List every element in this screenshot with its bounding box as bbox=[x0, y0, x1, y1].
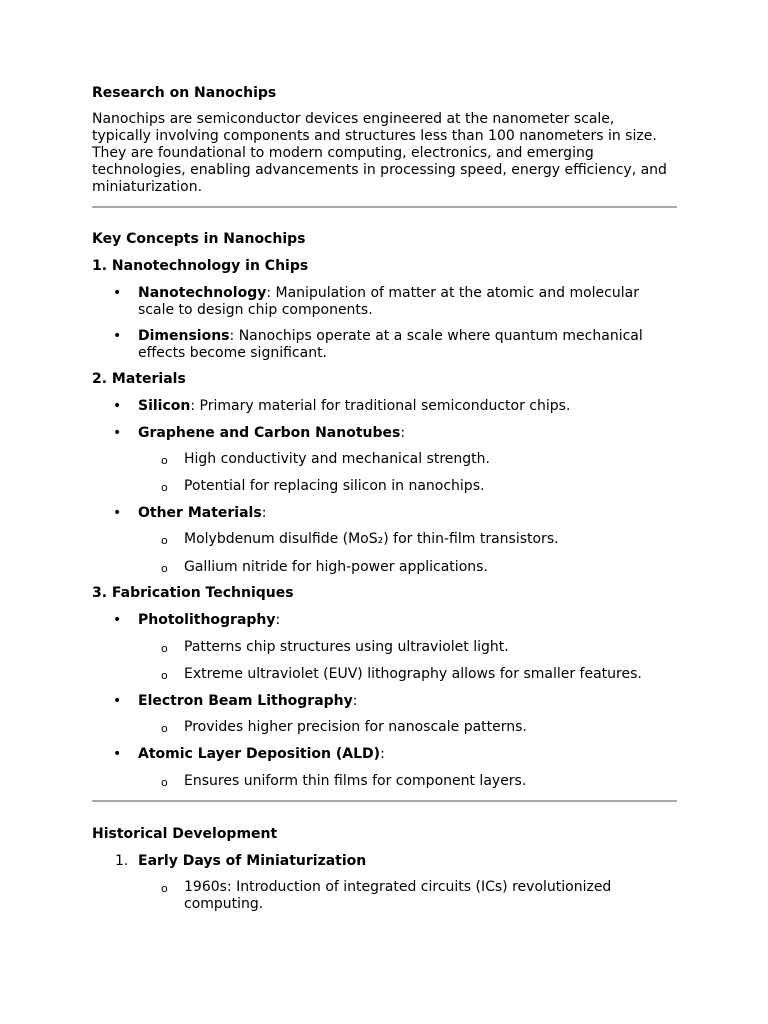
circle-bullet-icon: o bbox=[161, 454, 168, 467]
sub-list-item: Patterns chip structures using ultraviolet light. bbox=[184, 639, 509, 655]
circle-bullet-icon: o bbox=[161, 534, 168, 547]
term: Other Materials bbox=[138, 505, 262, 521]
list-item: Early Days of Miniaturization bbox=[138, 853, 367, 869]
sub-list-item: Potential for replacing silicon in nanochips. bbox=[184, 478, 485, 494]
description: : bbox=[352, 693, 358, 709]
bullet-icon: • bbox=[113, 425, 122, 441]
sub-list-item: 1960s: Introduction of integrated circuits (ICs) revolutionized computing. bbox=[184, 879, 612, 912]
sub-list-item: Gallium nitride for high-power applications. bbox=[184, 559, 488, 575]
subsection-heading-materials: 2. Materials bbox=[92, 371, 186, 387]
bullet-icon: • bbox=[113, 505, 122, 521]
term: Electron Beam Lithography bbox=[138, 693, 353, 709]
sub-list-item: High conductivity and mechanical strength. bbox=[184, 451, 490, 467]
list-item bbox=[138, 612, 677, 629]
bullet-icon: • bbox=[113, 612, 122, 628]
description: : Nanochips operate at a scale where quantum mechanical effects become significant. bbox=[138, 328, 643, 361]
circle-bullet-icon: o bbox=[161, 776, 168, 789]
page-title: Research on Nanochips bbox=[92, 85, 277, 101]
circle-bullet-icon: o bbox=[161, 642, 168, 655]
description: : bbox=[400, 425, 406, 441]
term: Dimensions bbox=[138, 328, 230, 344]
bullet-icon: • bbox=[113, 328, 122, 344]
subsection-heading-fabrication: 3. Fabrication Techniques bbox=[92, 585, 294, 601]
sub-list-item: Provides higher precision for nanoscale patterns. bbox=[184, 719, 527, 735]
section-heading-key-concepts: Key Concepts in Nanochips bbox=[92, 231, 306, 247]
list-item bbox=[138, 398, 677, 415]
list-item bbox=[138, 693, 677, 710]
bullet-icon: • bbox=[113, 398, 122, 414]
list-item bbox=[138, 746, 677, 763]
term: Silicon bbox=[138, 398, 191, 414]
list-item bbox=[138, 425, 677, 442]
subsection-heading-nanotech: 1. Nanotechnology in Chips bbox=[92, 258, 309, 274]
circle-bullet-icon: o bbox=[161, 722, 168, 735]
sub-list-item: Extreme ultraviolet (EUV) lithography allows for smaller features. bbox=[184, 666, 642, 682]
bullet-icon: • bbox=[113, 285, 122, 301]
list-number: 1. bbox=[115, 853, 129, 869]
description: : bbox=[275, 612, 281, 628]
horizontal-rule bbox=[92, 206, 677, 208]
circle-bullet-icon: o bbox=[161, 669, 168, 682]
list-item bbox=[138, 328, 677, 362]
description: : bbox=[380, 746, 385, 762]
description: : Manipulation of matter at the atomic and molecular scale to design chip components. bbox=[138, 285, 639, 318]
description: : bbox=[261, 505, 267, 521]
bullet-icon: • bbox=[113, 746, 122, 762]
circle-bullet-icon: o bbox=[161, 481, 168, 494]
list-item bbox=[138, 505, 677, 522]
term: Photolithography bbox=[138, 612, 276, 628]
bullet-icon: • bbox=[113, 693, 122, 709]
sub-list-item: Molybdenum disulfide (MoS₂) for thin-film transistors. bbox=[184, 531, 559, 547]
horizontal-rule bbox=[92, 800, 677, 802]
term: Graphene and Carbon Nanotubes bbox=[138, 425, 401, 441]
description: : Primary material for traditional semiconductor chips. bbox=[190, 398, 571, 414]
term: Nanotechnology bbox=[138, 285, 267, 301]
list-item bbox=[138, 285, 677, 319]
circle-bullet-icon: o bbox=[161, 562, 168, 575]
term: Atomic Layer Deposition (ALD) bbox=[138, 746, 381, 762]
intro-paragraph: Nanochips are semiconductor devices engineered at the nanometer scale, typically involving components and structures less than 100 nanometers in size. They are foundational to modern computing, electronics, and emerging technologies, enabling advancements in processing speed, energy efficiency, and miniaturization. bbox=[92, 111, 667, 195]
section-heading-history: Historical Development bbox=[92, 826, 278, 842]
circle-bullet-icon: o bbox=[161, 882, 168, 895]
sub-list-item: Ensures uniform thin films for component layers. bbox=[184, 773, 527, 789]
